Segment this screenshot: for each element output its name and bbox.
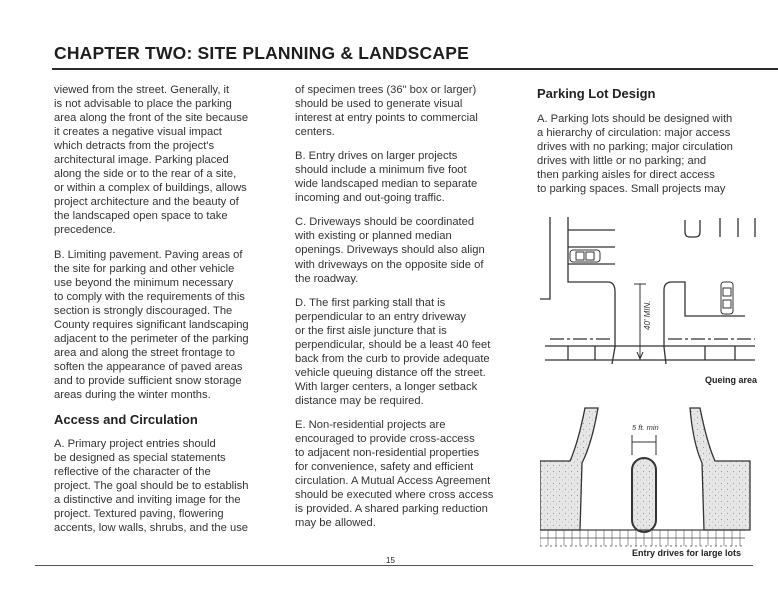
paragraph-primary-entries: A. Primary project entries should be designed as special statements reflective of the character of the project. The goal should be to establish a distinctive and inviting image for the project. Textured paving, flowering accents, low walls, shrubs, and the use — [54, 438, 249, 535]
car-icon — [570, 250, 600, 262]
parking-lane-outline — [568, 217, 615, 364]
landscape-left — [540, 408, 598, 530]
heading-access-circulation: Access and Circulation — [54, 412, 198, 428]
landscaped-median — [632, 458, 656, 532]
paragraph-cross-access: E. Non-residential projects are encouraged to provide cross-access to adjacent non-residential properties for convenience, safety and efficient circulation. A Mutual Access Agreement should be executed where cross access is provided. A shared parking reduction may be allowed. — [295, 418, 494, 530]
paragraph-intro-continued: viewed from the street. Generally, it is not advisable to place the parking area along the front of the site because it creates a negative visual impact which detracts from the project's architectural image. Parking placed along the side or to the rear of a site, or within a complex of buildings, allows project architecture and the beauty of the landscaped open space to take precedence. — [54, 84, 249, 237]
dimension-label-40-min: 40' MIN. — [643, 300, 652, 330]
stall-u — [685, 220, 700, 237]
paragraph-first-stall: D. The first parking stall that is perpendicular to an entry driveway or the first aisle juncture that is perpendicular, should be a least 40 feet back from the curb to provide adequate vehicle queuing distance off the street. With larger centers, a longer setback distance may be required. — [295, 296, 491, 407]
landscape-right — [690, 408, 750, 530]
entry-drives-diagram — [540, 398, 770, 548]
column-3 — [537, 86, 762, 206]
caption-queing-area: Queing area — [705, 375, 758, 385]
header-rule — [52, 68, 778, 70]
paragraph-driveways: C. Driveways should be coordinated with existing or planned median openings. Driveways should also align with driveways on the opposite side of the roadway. — [295, 216, 485, 285]
column-2 — [295, 83, 517, 540]
heading-parking-lot-design: Parking Lot Design — [537, 86, 656, 101]
column-1 — [54, 83, 276, 545]
building-wall-left — [540, 217, 550, 299]
footer-rule-right — [500, 565, 753, 566]
caption-entry-drives: Entry drives for large lots — [632, 548, 742, 558]
paragraph-entry-drives: B. Entry drives on larger projects should include a minimum five foot wide landscaped median to separate incoming and out-going traffic. — [295, 150, 478, 205]
paragraph-limiting-pavement: B. Limiting pavement. Paving areas of the site for parking and other vehicle use beyond the minimum necessary to comply with the requirements of this section is strongly discouraged. The County requires significant landscaping adjacent to the perimeter of the parking area and along the street frontage to soften the appearance of paved areas and to provide sufficient snow storage areas during the winter months. — [54, 248, 249, 401]
car-icon — [721, 282, 733, 314]
paragraph-specimen-trees: of specimen trees (36" box or larger) should be used to generate visual interest at entry points to commercial centers. — [295, 84, 478, 139]
page-number: 15 — [386, 556, 395, 565]
footer-rule — [35, 565, 500, 566]
paragraph-parking-hierarchy: A. Parking lots should be designed with a hierarchy of circulation: major access drives with no parking; major circulation drives with little or no parking; and then parking aisles for direct access to parking spaces. Small projects may — [537, 113, 733, 196]
dimension-label-5-ft: 5 ft. min — [632, 423, 659, 432]
queing-area-diagram — [540, 212, 770, 372]
chapter-title: CHAPTER TWO: SITE PLANNING & LANDSCAPE — [54, 43, 469, 63]
